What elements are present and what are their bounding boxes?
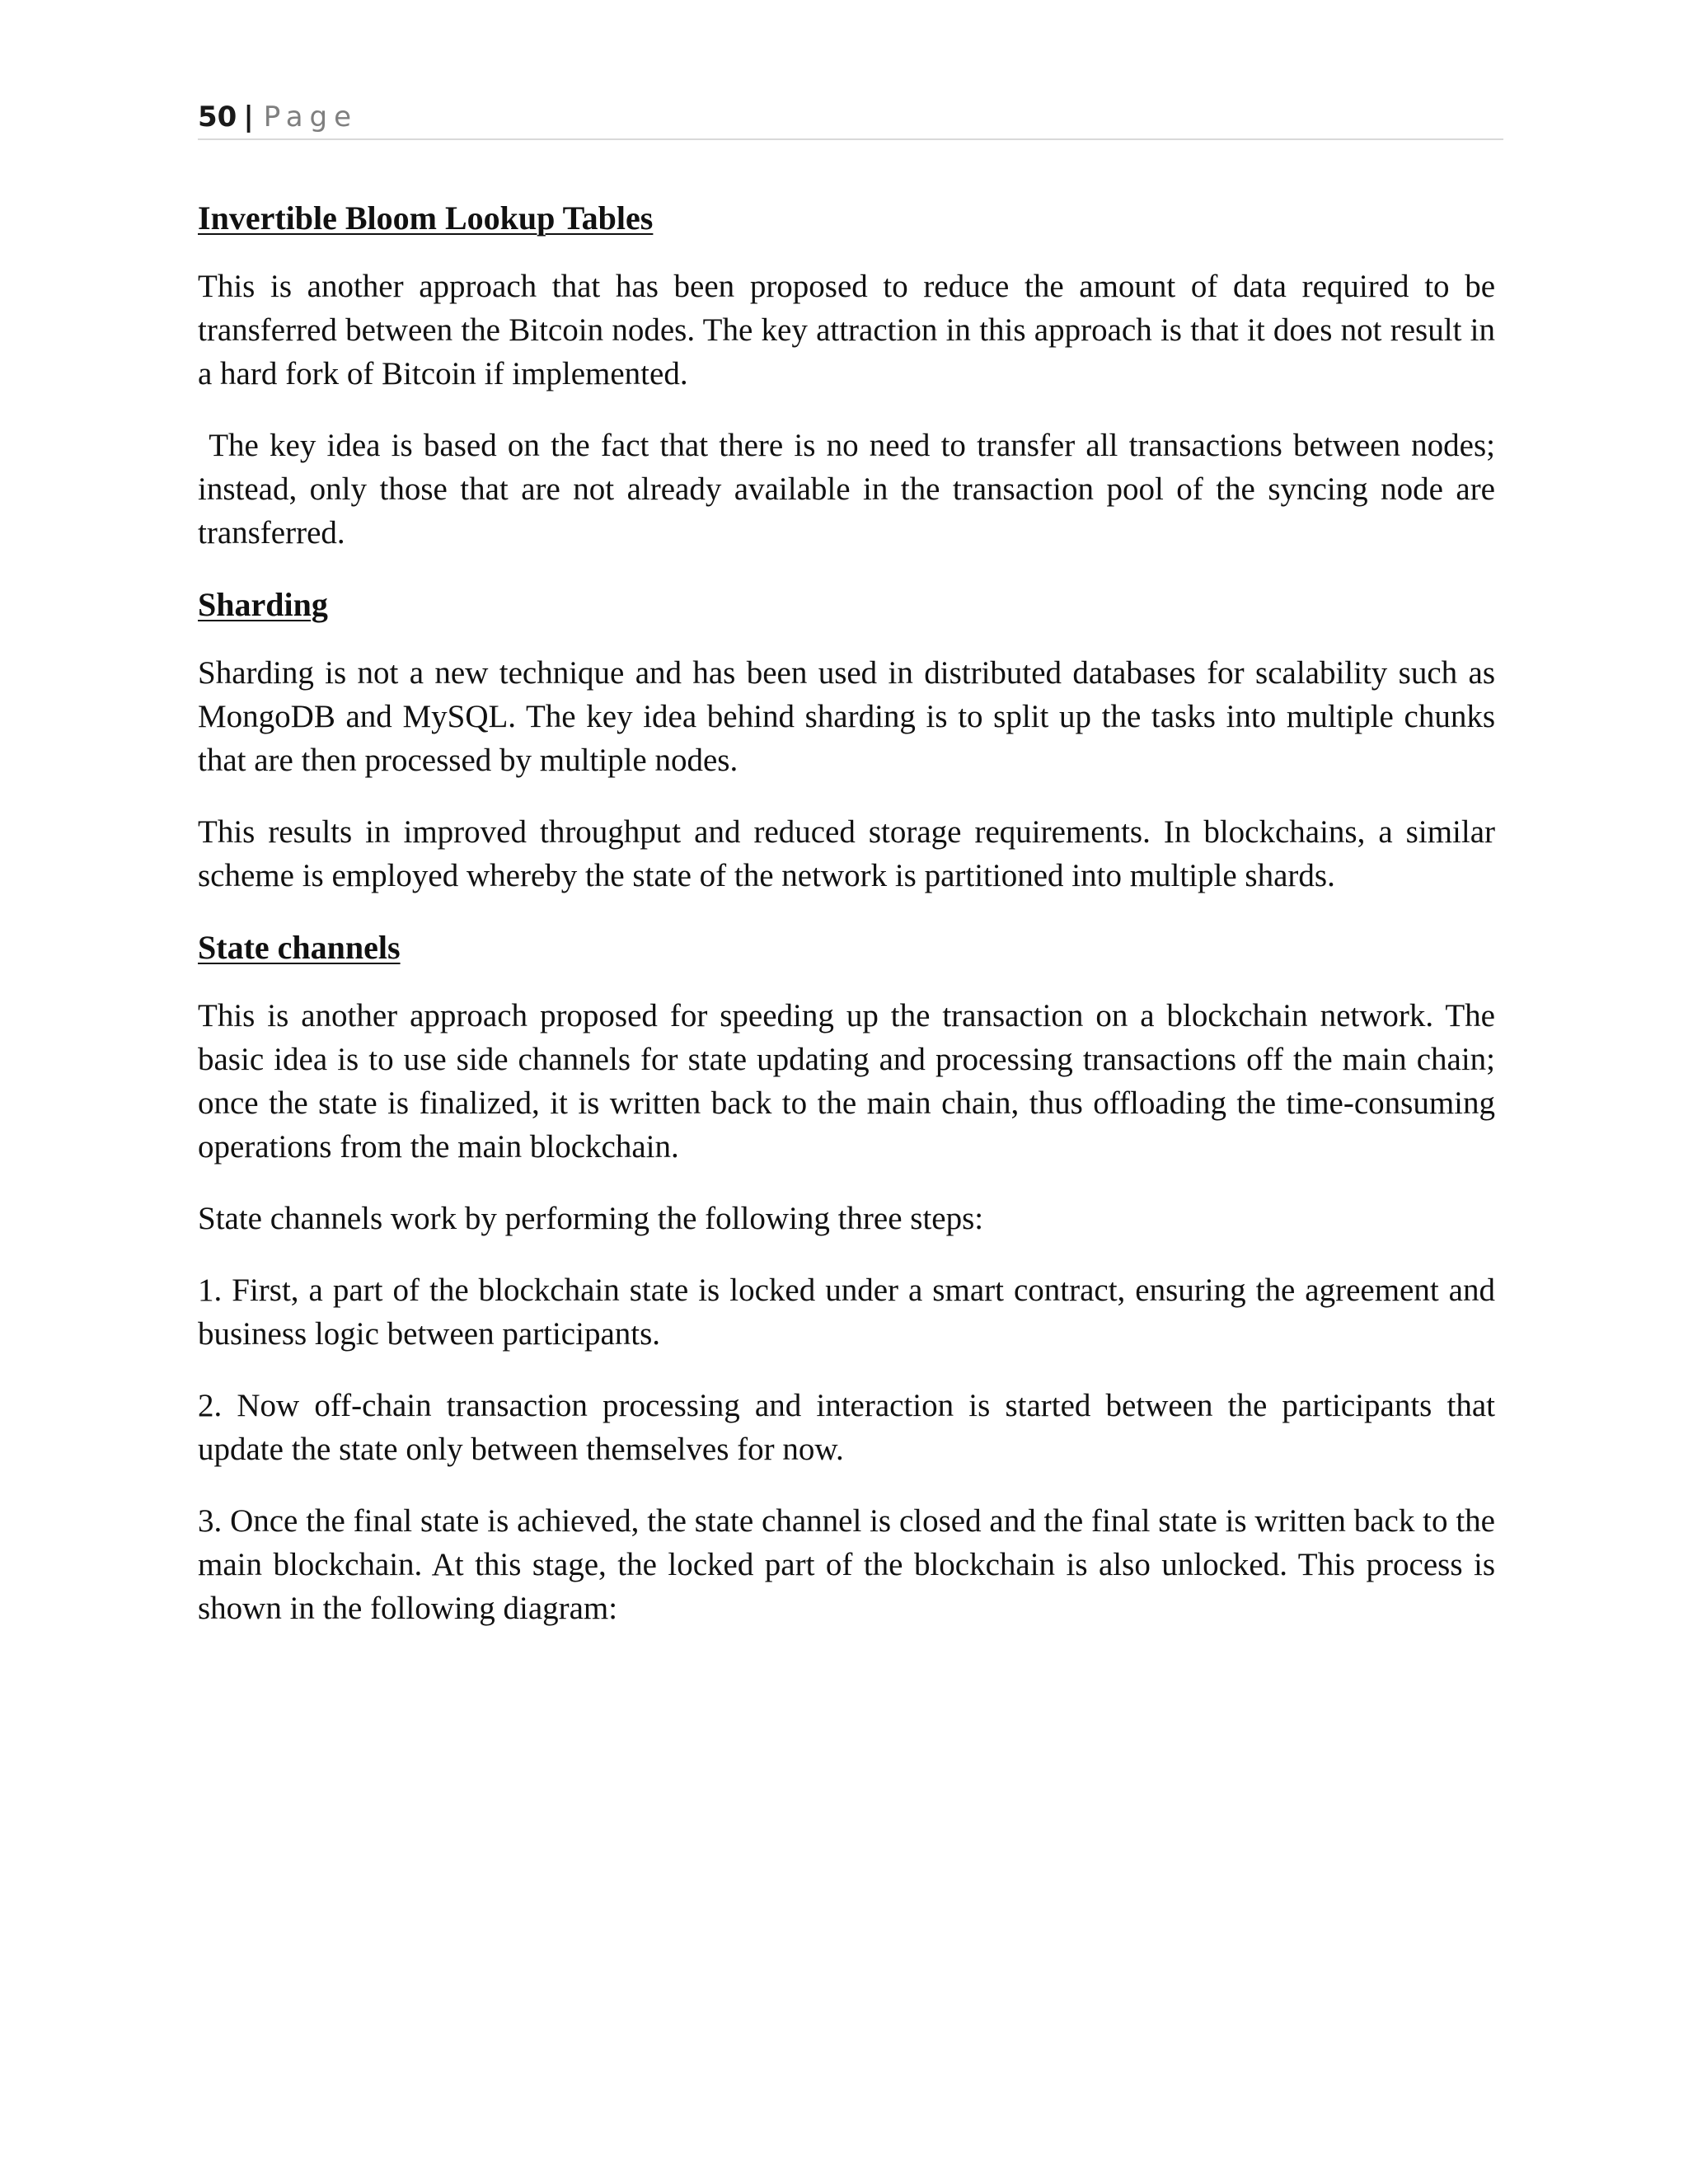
heading-state-channels: State channels <box>198 929 401 966</box>
step-2: 2. Now off-chain transaction processing and interaction is started between the participants that update the state only between themselves for now. <box>198 1388 1495 1467</box>
page-body <box>198 196 1503 1630</box>
page-label: Page <box>263 101 359 134</box>
paragraph-iblt-1: This is another approach that has been proposed to reduce the amount of data required to be transferred between the Bitcoin nodes. The key attraction in this approach is that it does not result in a hard fork of Bitcoin if implemented. <box>198 269 1495 391</box>
heading-iblt: Invertible Bloom Lookup Tables <box>198 199 654 237</box>
header-separator: | <box>243 101 254 134</box>
paragraph-sharding-1: Sharding is not a new technique and has been used in distributed databases for scalability such as MongoDB and MySQL. The key idea behind sharding is to split up the tasks into multiple chunks that are then processed by multiple nodes. <box>198 655 1495 778</box>
paragraph-state-channels-1: This is another approach proposed for speeding up the transaction on a blockchain network. The basic idea is to use side channels for state updating and processing transactions off the main chain; once the state is finalized, it is written back to the main chain, thus offloading the time-consuming operations from the main blockchain. <box>198 998 1495 1165</box>
heading-sharding: Sharding <box>198 586 328 623</box>
paragraph-iblt-2: The key idea is based on the fact that there is no need to transfer all transactions between nodes; instead, only those that are not already available in the transaction pool of the syncing node are transferred. <box>198 428 1503 551</box>
paragraph-sharding-2: This results in improved throughput and reduced storage requirements. In blockchains, a similar scheme is employed whereby the state of the network is partitioned into multiple shards. <box>198 814 1495 893</box>
page-number: 50 <box>198 101 237 134</box>
step-3: 3. Once the final state is achieved, the state channel is closed and the final state is written back to the main blockchain. At this stage, the locked part of the blockchain is also unlocked. This process is shown in the following diagram: <box>198 1503 1495 1626</box>
paragraph-state-channels-2: State channels work by performing the following three steps: <box>198 1201 984 1236</box>
page-header <box>198 101 1503 140</box>
step-1: 1. First, a part of the blockchain state is locked under a smart contract, ensuring the agreement and business logic between participants. <box>198 1272 1495 1352</box>
